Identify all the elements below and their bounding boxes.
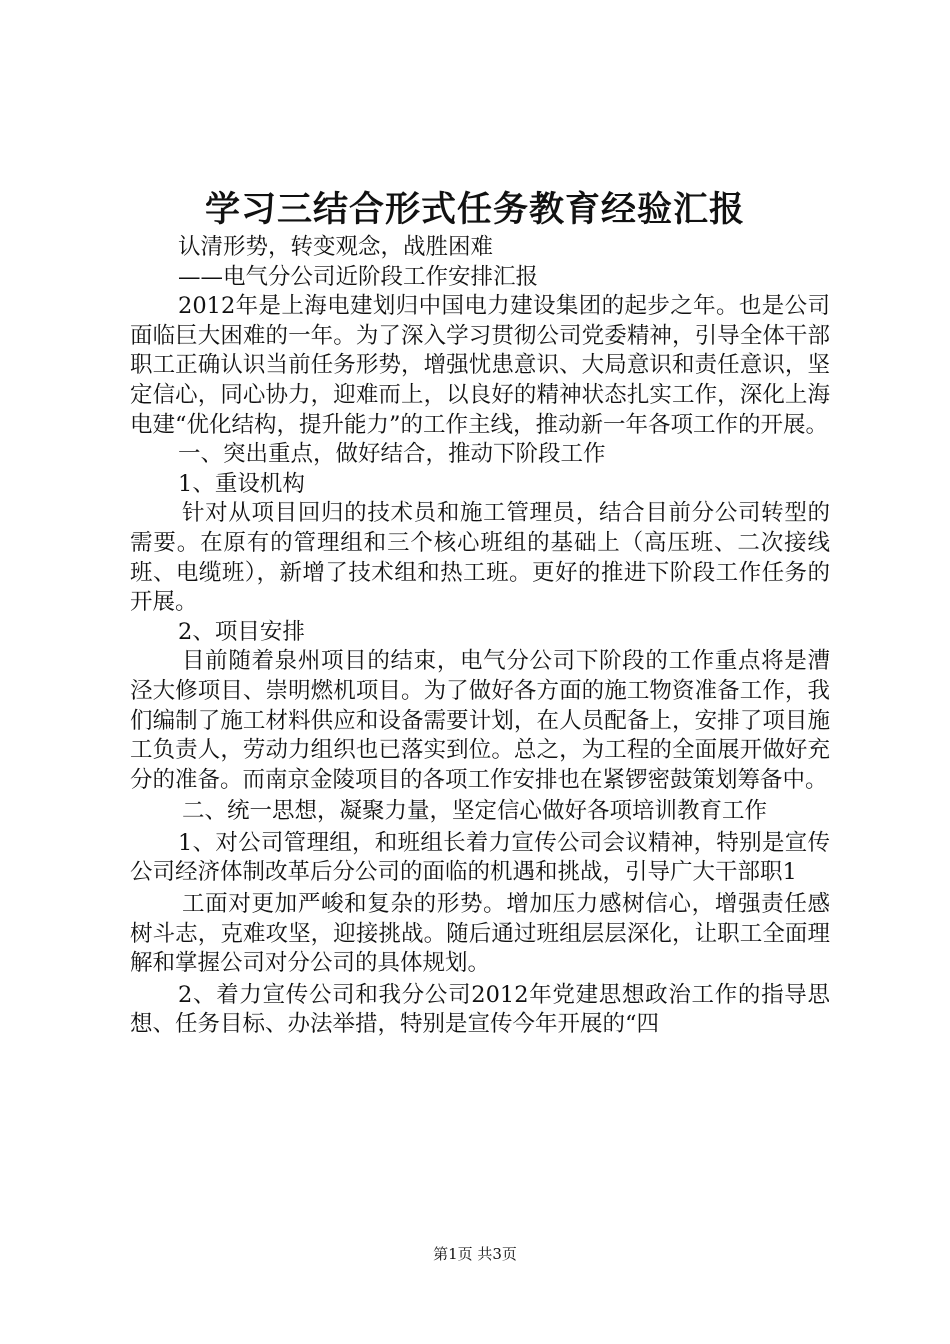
section-heading-2: 二、统一思想，凝聚力量，坚定信心做好各项培训教育工作	[182, 798, 768, 825]
paragraph-training-2: 2、着力宣传公司和我分公司2012年党建思想政治工作的指导思想、任务目标、办法举措，特别是宣传今年开展的“四	[130, 981, 830, 1038]
document-title: 学习三结合形式任务教育经验汇报	[204, 189, 745, 230]
paragraph-project-arrangement: 目前随着泉州项目的结束，电气分公司下阶段的工作重点将是漕泾大修项目、崇明燃机项目。为了做好各方面的施工物资准备工作，我们编制了施工材料供应和设备需要计划，在人员配备上，安排了项目施工负责人，劳动力组织也已落实到位。总之，为工程的全面展开做好充分的准备。而南京金陵项目的各项工作安排也在紧锣密鼓策划筹备中。	[130, 648, 830, 793]
document-body	[130, 233, 830, 1040]
intro-paragraph: 2012年是上海电建划归中国电力建设集团的起步之年。也是公司面临巨大困难的一年。为了深入学习贯彻公司党委精神，引导全体干部职工正确认识当前任务形势，增强忧患意识、大局意识和责任意识，坚定信心，同心协力，迎难而上，以良好的精神状态扎实工作，深化上海电建“优化结构，提升能力”的工作主线，推动新一年各项工作的开展。	[130, 293, 830, 438]
subsection-heading-1-1: 1、重设机构	[178, 470, 305, 497]
paragraph-training-1-continued: 工面对更加严峻和复杂的形势。增加压力感树信心，增强责任感树斗志，克难攻坚，迎接挑战。随后通过班组层层深化，让职工全面理解和掌握公司对分公司的具体规划。	[130, 891, 830, 977]
paragraph-training-1: 1、对公司管理组，和班组长着力宣传公司会议精神，特别是宣传公司经济体制改革后分公司的面临的机遇和挑战，引导广大干部职1	[130, 829, 830, 886]
subtitle-report-line: ——电气分公司近阶段工作安排汇报	[178, 263, 539, 290]
section-heading-1: 一、突出重点，做好结合，推动下阶段工作	[178, 441, 606, 468]
subtitle-line: 认清形势，转变观念，战胜困难	[178, 234, 494, 260]
page-footer: 第1页 共3页	[433, 1245, 517, 1263]
subsection-heading-1-2: 2、项目安排	[178, 618, 305, 645]
paragraph-reorganization: 针对从项目回归的技术员和施工管理员，结合目前分公司转型的需要。在原有的管理组和三个核心班组的基础上（高压班、二次接线班、电缆班），新增了技术组和热工班。更好的推进下阶段工作任务的开展。	[130, 500, 830, 616]
